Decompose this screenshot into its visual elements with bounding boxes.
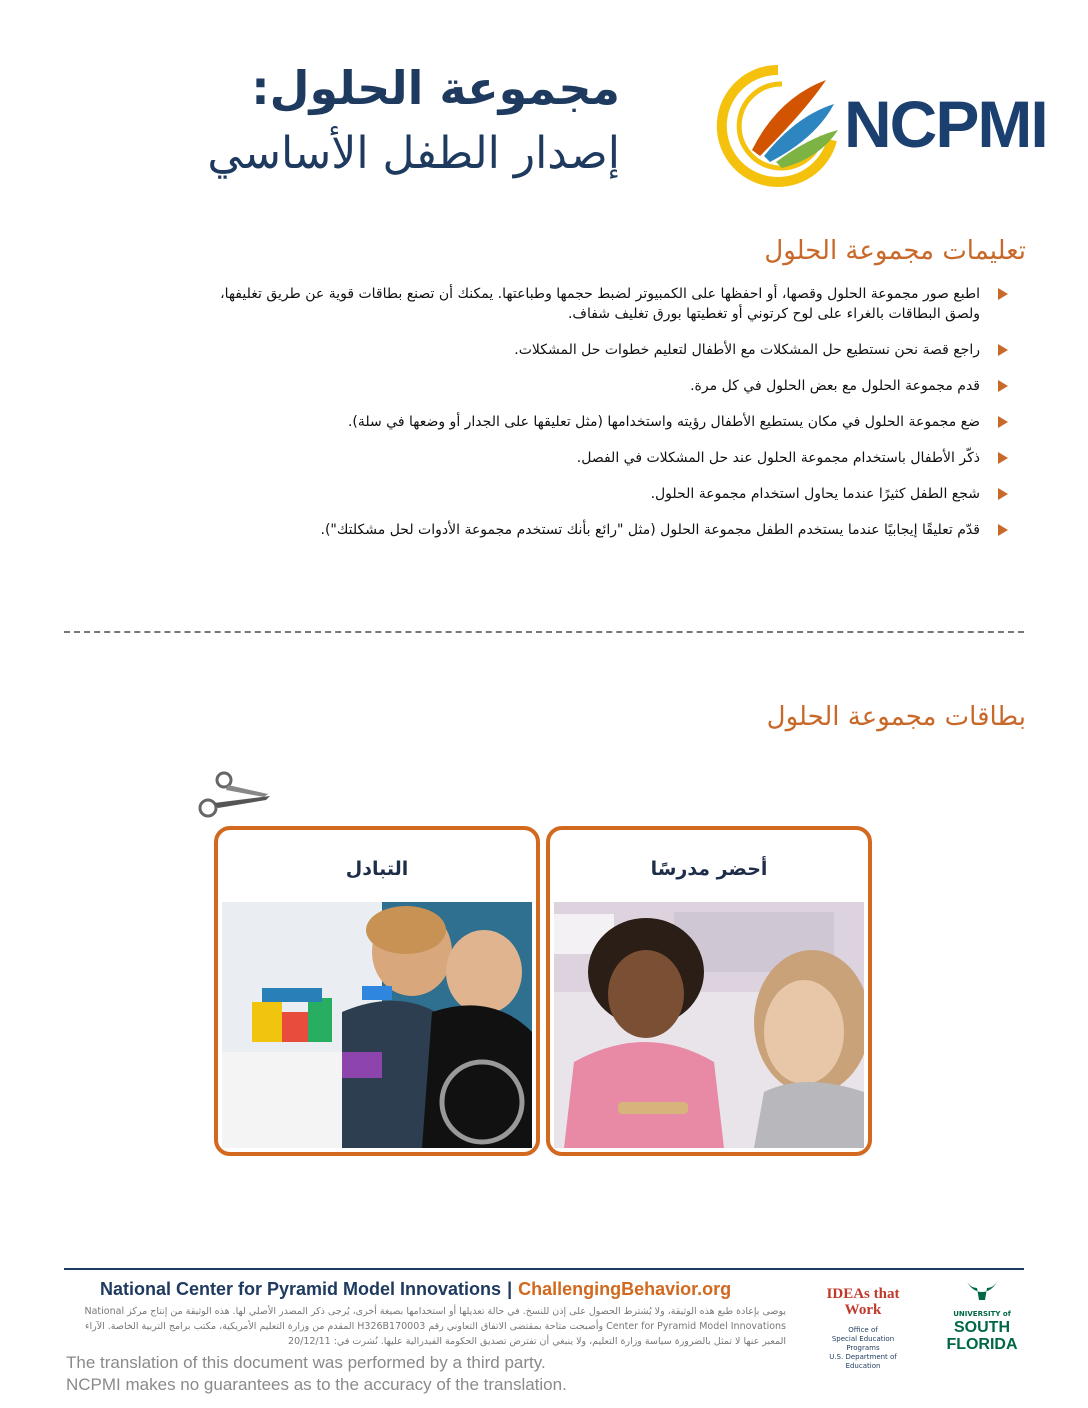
translation-disclaimer [66,1352,567,1396]
arrow-bullet-icon [998,288,1008,300]
instruction-item: اطبع صور مجموعة الحلول وقصها، أو احفظها على الكمبيوتر لضبط حجمها وطباعتها. يمكنك أن تصنع بطاقات قوية عن طريق تغليفها، ولصق البطاقات بالغراء على لوح كرتوني أو تغطيتها بورق تغليف شفاف. [220,284,980,324]
cards-heading: بطاقات مجموعة الحلول [766,702,1026,732]
instruction-item: قدّم تعليقًا إيجابيًا عندما يستخدم الطفل مجموعة الحلول (مثل "رائع بأنك تستخدم مجموعة الأدوات لحل مشكلتك"). [220,520,980,540]
arrow-bullet-icon [998,488,1008,500]
instruction-item: شجع الطفل كثيرًا عندما يحاول استخدام مجموعة الحلول. [220,484,980,504]
instruction-item: ضع مجموعة الحلول في مكان يستطيع الأطفال رؤيته واستخدامها (مثل تعليقها على الجدار أو وضعها في سلة). [220,412,980,432]
instructions-heading: تعليمات مجموعة الحلول [764,236,1026,266]
arrow-bullet-icon [998,524,1008,536]
instructions-list [220,284,980,556]
arrow-bullet-icon [998,452,1008,464]
footer-org-line [100,1279,731,1300]
website-link[interactable]: ChallengingBehavior.org [518,1279,732,1299]
children-trading-blocks-photo [222,902,532,1148]
copyright-notice: يوصى بإعادة طبع هذه الوثيقة، ولا يُشترط الحصول على إذن للنسخ. في حالة تعديلها أو استخدامها بصيغة أخرى، يُرجى ذكر المصدر الأصلي لها. هذه الوثيقة من إنتاج مركز National Center for Pyramid Model Innovations وأصبحت متاحة بمقتضى الاتفاق التعاوني رقم H326B170003 المقدم من وزارة التعليم الأمريكية، مكتب برامج التربية الخاصة. الآراء المعبر عنها لا تمثل بالضرورة سياسة وزارة التعليم، ولا ينبغي أن تفترض تصديق الحكومة الفيدرالية عليها. نُشرت في: 20/12/11 [84,1306,786,1347]
instruction-item: راجع قصة نحن نستطيع حل المشكلات مع الأطفال لتعليم خطوات حل المشكلات. [220,340,980,360]
ideas-logo-sub: Office of Special Education Programs U.S. Department of Education [829,1326,897,1370]
translation-line: NCPMI makes no guarantees as to the accuracy of the translation. [66,1375,567,1394]
usf-bull-icon [965,1278,999,1302]
arrow-bullet-icon [998,380,1008,392]
ncpmi-logo [708,58,1047,188]
instruction-item: قدم مجموعة الحلول مع بعض الحلول في كل مرة. [220,376,980,396]
usf-univ-text: UNIVERSITY of [953,1310,1011,1318]
org-name: National Center for Pyramid Model Innovations [100,1279,502,1299]
usf-florida-text: FLORIDA [946,1336,1018,1353]
ncpmi-logo-text: NCPMI [844,87,1047,161]
page-subtitle: إصدار الطفل الأساسي [207,128,620,179]
ncpmi-logo-mark-icon [708,58,848,188]
translation-line: The translation of this document was performed by a third party. [66,1353,546,1372]
usf-logo [940,1278,1024,1360]
scissors-icon [194,770,274,820]
separator: | [507,1279,513,1299]
child-with-teacher-photo [554,902,864,1148]
card-label: أحضر مدرسًا [650,858,768,880]
arrow-bullet-icon [998,344,1008,356]
instruction-item: ذكّر الأطفال باستخدام مجموعة الحلول عند حل المشكلات في الفصل. [220,448,980,468]
page-title: مجموعة الحلول: [251,61,620,115]
arrow-bullet-icon [998,416,1008,428]
usf-south-text: SOUTH [954,1319,1010,1336]
card-label: التبادل [345,858,409,880]
title-block [60,58,620,186]
footer-rule [64,1268,1024,1270]
solution-card-trade [214,826,540,1156]
ideas-that-work-logo [818,1282,908,1370]
ideas-logo-text: IDEAs that Work [826,1286,900,1318]
cut-line-divider [64,631,1024,633]
solution-card-get-teacher [546,826,872,1156]
